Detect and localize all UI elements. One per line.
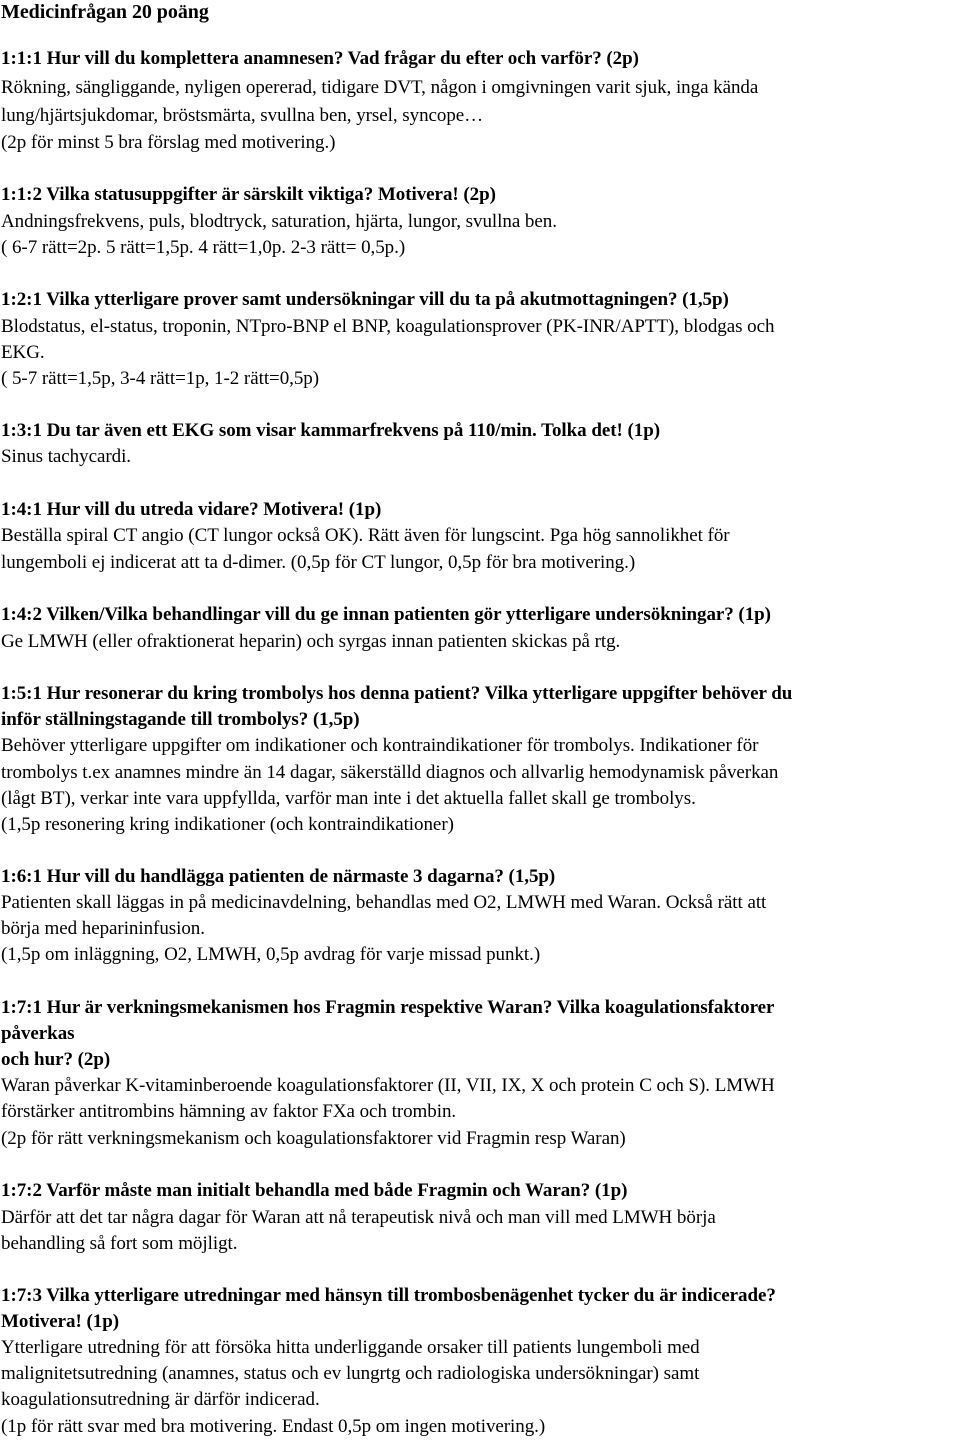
answer-line: Ge LMWH (eller ofraktionerat heparin) och syrgas innan patienten skickas på rtg. (1, 631, 621, 652)
question-line: 1:7:2 Varför måste man initialt behandla med både Fragmin och Waran? (1p) (1, 1180, 628, 1201)
answer-line: Patienten skall läggas in på medicinavdelning, behandlas med O2, LMWH med Waran. Också rätt att (1, 892, 767, 913)
answer-line: Blodstatus, el-status, troponin, NTpro-BNP el BNP, koagulationsprover (PK-INR/APTT), blodgas och (1, 316, 775, 337)
question-line: 1:2:1 Vilka ytterligare prover samt undersökningar vill du ta på akutmottagningen? (1,5p) (1, 289, 729, 310)
answer-line: Beställa spiral CT angio (CT lungor också OK). Rätt även för lungscint. Pga hög sannolikhet för (1, 525, 730, 546)
question-line: 1:6:1 Hur vill du handlägga patienten de närmaste 3 dagarna? (1,5p) (1, 866, 556, 887)
answer-line: trombolys t.ex anamnes mindre än 14 dagar, säkerställd diagnos och allvarlig hemodynamisk påverkan (1, 762, 779, 783)
question-line: 1:7:1 Hur är verkningsmekanismen hos Fragmin respektive Waran? Vilka koagulationsfaktorer (1, 997, 775, 1018)
page-title: Medicinfrågan 20 poäng (1, 1, 209, 23)
answer-line: lung/hjärtsjukdomar, bröstsmärta, svullna ben, yrsel, syncope… (1, 105, 484, 126)
answer-line: Därför att det tar några dagar för Waran att nå terapeutisk nivå och man vill med LMWH börja (1, 1207, 716, 1228)
question-line: Motivera! (1p) (1, 1311, 120, 1332)
question-line: 1:1:2 Vilka statusuppgifter är särskilt viktiga? Motivera! (2p) (1, 184, 496, 205)
answer-line: ( 5-7 rätt=1,5p, 3-4 rätt=1p, 1-2 rätt=0,5p) (1, 368, 320, 389)
answer-line: förstärker antitrombins hämning av faktor FXa och trombin. (1, 1101, 457, 1122)
answer-line: EKG. (1, 342, 45, 363)
answer-line: Waran påverkar K-vitaminberoende koagulationsfaktorer (II, VII, IX, X och protein C och S). LMWH (1, 1075, 775, 1096)
question-line: påverkas (1, 1023, 75, 1044)
question-line: 1:7:3 Vilka ytterligare utredningar med hänsyn till trombosbenägenhet tycker du är indicerade? (1, 1285, 776, 1306)
answer-line: behandling så fort som möjligt. (1, 1233, 238, 1254)
question-line: inför ställningstagande till trombolys? (1,5p) (1, 709, 360, 730)
answer-line: Ytterligare utredning för att försöka hitta underliggande orsaker till patients lungemboli med (1, 1337, 700, 1358)
answer-line: ( 6-7 rätt=2p. 5 rätt=1,5p. 4 rätt=1,0p. 2-3 rätt= 0,5p.) (1, 237, 406, 258)
answer-line: (1p för rätt svar med bra motivering. Endast 0,5p om ingen motivering.) (1, 1416, 546, 1437)
answer-line: (1,5p om inläggning, O2, LMWH, 0,5p avdrag för varje missad punkt.) (1, 944, 541, 965)
answer-line: (2p för rätt verkningsmekanism och koagulationsfaktorer vid Fragmin resp Waran) (1, 1128, 626, 1149)
question-line: och hur? (2p) (1, 1049, 111, 1070)
question-line: 1:1:1 Hur vill du komplettera anamnesen? Vad frågar du efter och varför? (2p) (1, 48, 639, 69)
answer-line: (1,5p resonering kring indikationer (och kontraindikationer) (1, 814, 454, 835)
answer-line: Behöver ytterligare uppgifter om indikationer och kontraindikationer för trombolys. Indikationer för (1, 735, 759, 756)
answer-line: börja med heparininfusion. (1, 918, 205, 939)
question-line: 1:3:1 Du tar även ett EKG som visar kammarfrekvens på 110/min. Tolka det! (1p) (1, 420, 661, 441)
answer-line: Rökning, sängliggande, nyligen opererad, tidigare DVT, någon i omgivningen varit sjuk, inga kända (1, 77, 759, 98)
answer-line: (2p för minst 5 bra förslag med motivering.) (1, 132, 336, 153)
answer-line: Sinus tachycardi. (1, 446, 132, 467)
question-line: 1:4:1 Hur vill du utreda vidare? Motivera! (1p) (1, 499, 382, 520)
question-line: 1:4:2 Vilken/Vilka behandlingar vill du ge innan patienten gör ytterligare undersökningar? (1p) (1, 604, 771, 625)
answer-line: koagulationsutredning är därför indicerad. (1, 1389, 320, 1410)
answer-line: Andningsfrekvens, puls, blodtryck, saturation, hjärta, lungor, svullna ben. (1, 211, 557, 232)
answer-line: (lågt BT), verkar inte vara uppfyllda, varför man inte i det aktuella fallet skall ge trombolys. (1, 788, 696, 809)
answer-line: malignitetsutredning (anamnes, status och ev lungrtg och radiologiska undersökningar) samt (1, 1363, 700, 1384)
question-line: 1:5:1 Hur resonerar du kring trombolys hos denna patient? Vilka ytterligare uppgifter behöver du (1, 683, 793, 704)
answer-line: lungemboli ej indicerat att ta d-dimer. (0,5p för CT lungor, 0,5p för bra motivering.) (1, 552, 636, 573)
